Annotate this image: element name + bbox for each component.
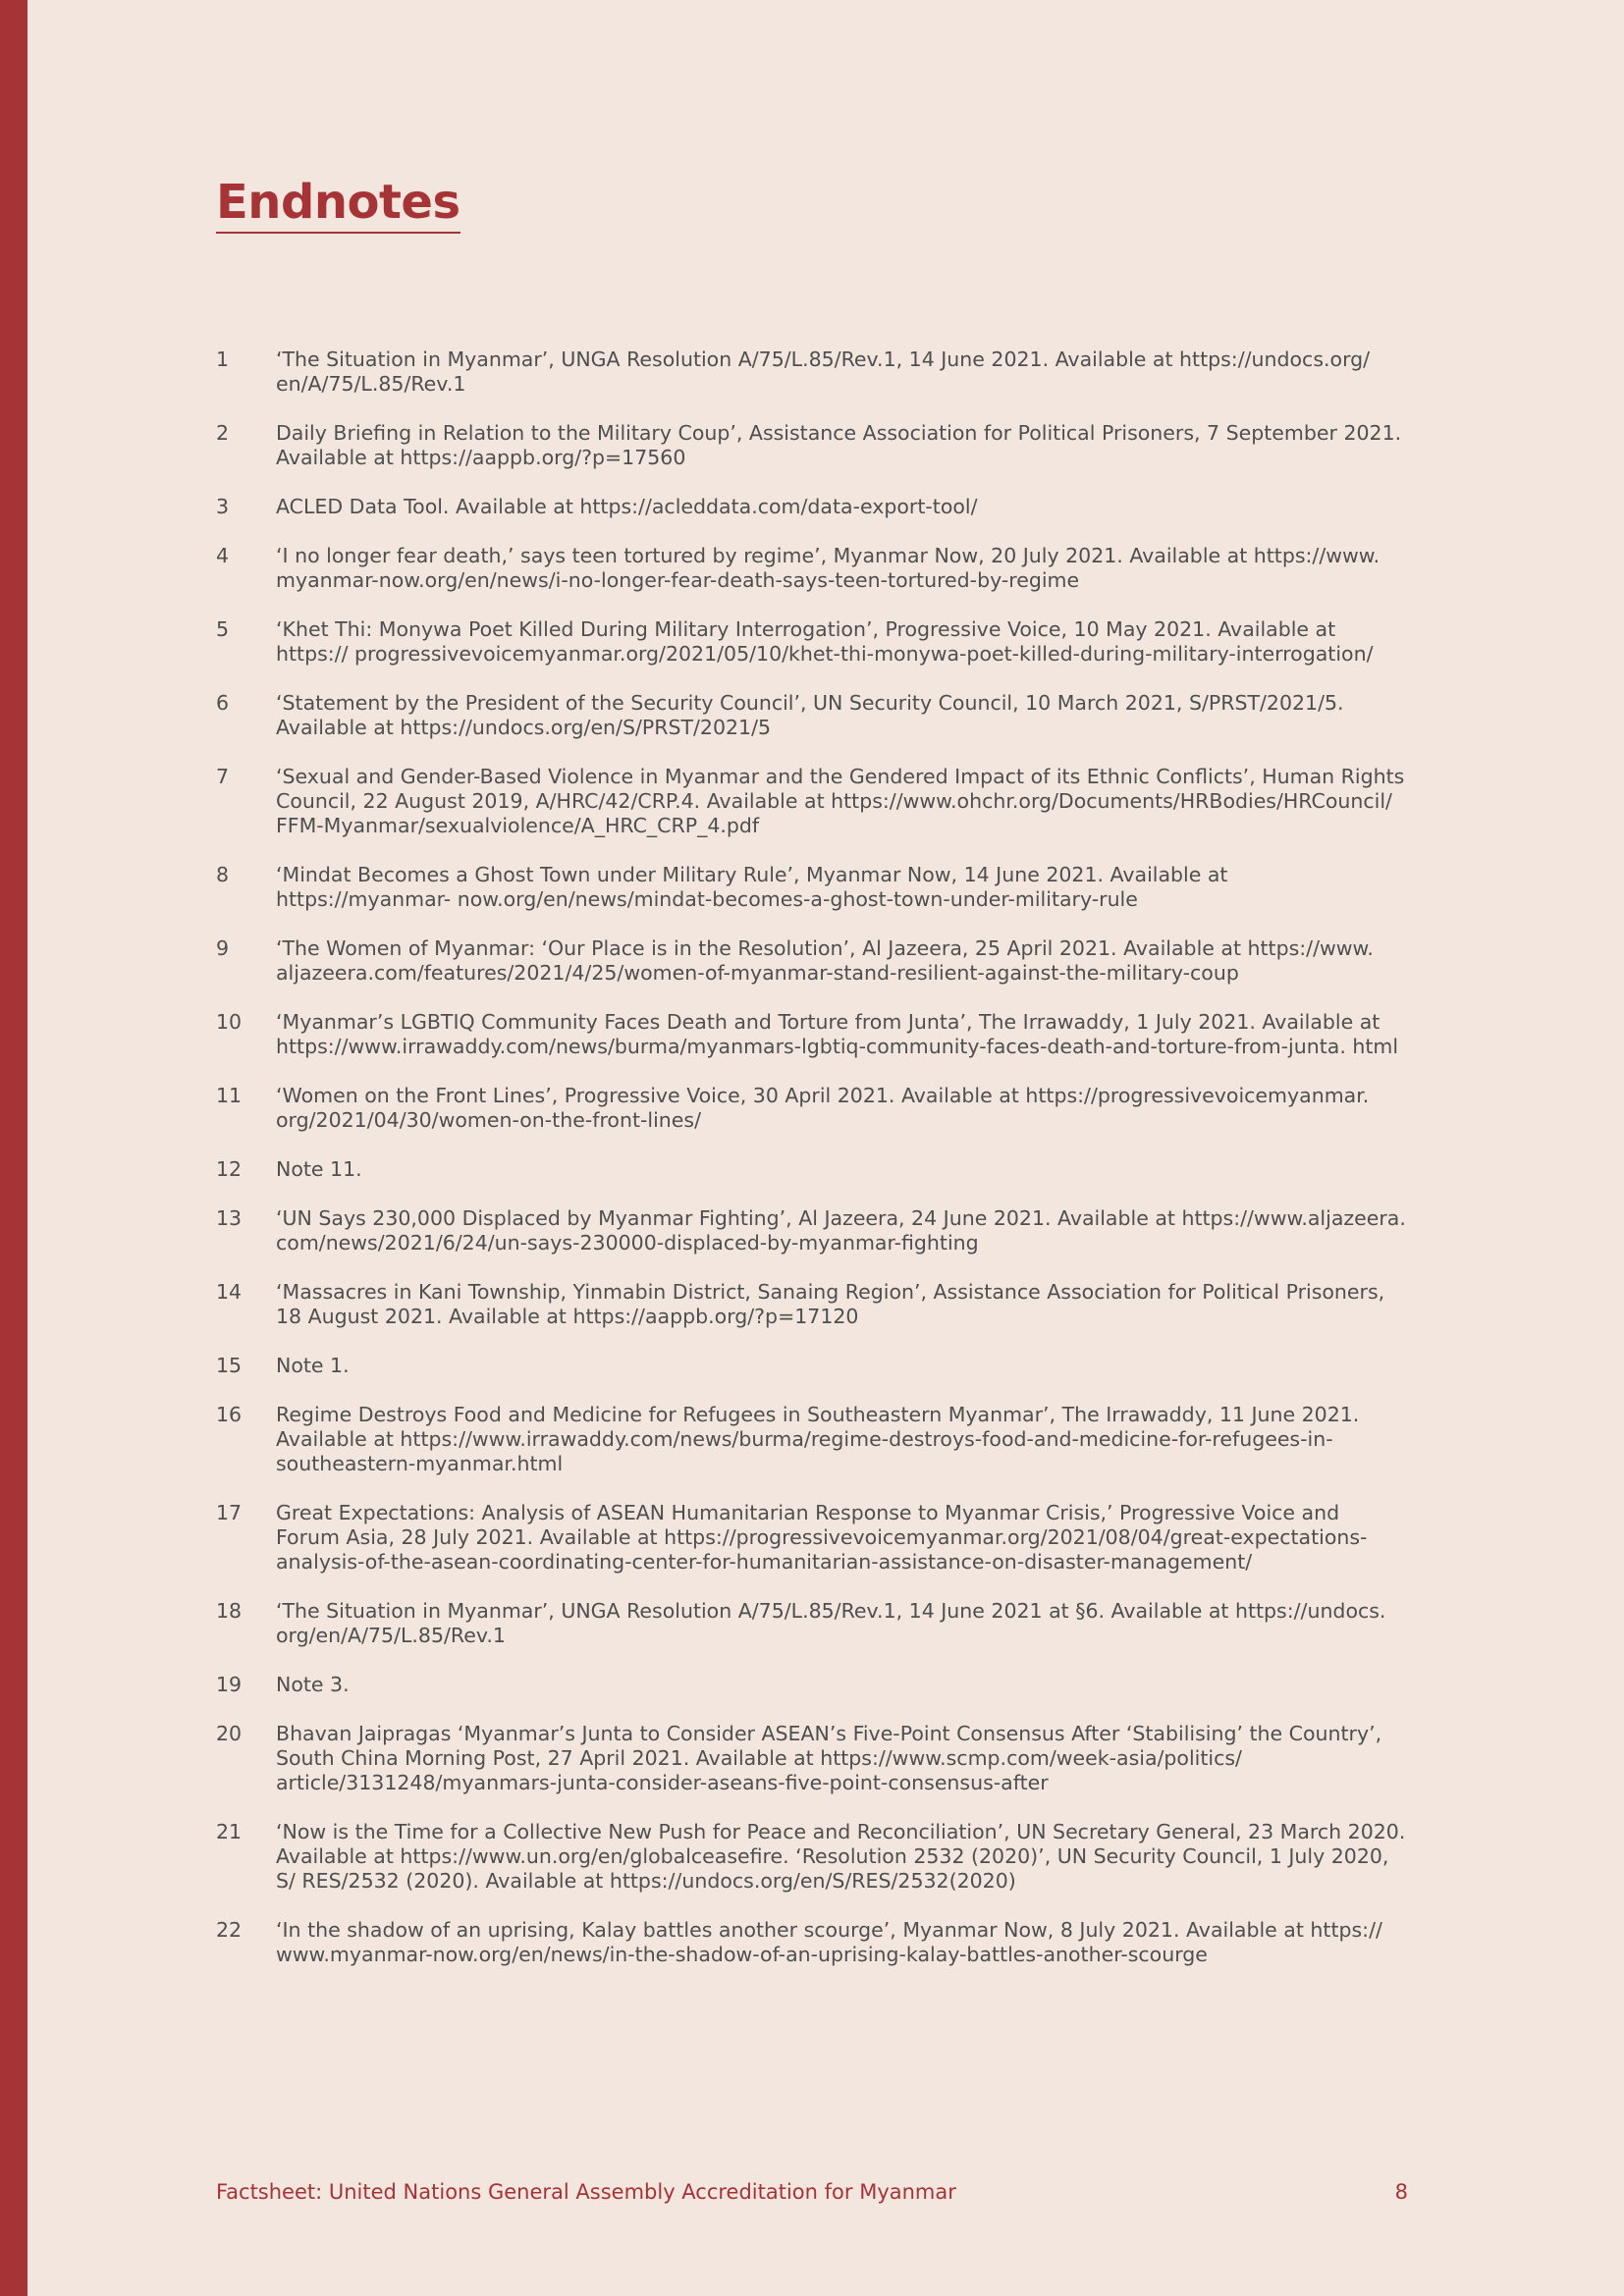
endnote-text: ‘UN Says 230,000 Displaced by Myanmar Fighting’, Al Jazeera, 24 June 2021. Available at https://www.aljazeera. com/news/2021/6/24/un-says-230000-displaced-by-myanmar-fighting <box>276 1206 1406 1255</box>
endnote-text: ‘Massacres in Kani Township, Yinmabin District, Sanaing Region’, Assistance Association for Political Prisoners, 18 August 2021. Available at https://aappb.org/?p=17120 <box>276 1280 1385 1328</box>
endnote-number: 11 <box>216 1084 243 1107</box>
endnote-number: 16 <box>216 1403 243 1426</box>
endnote-item <box>216 1206 1409 1255</box>
endnote-number: 17 <box>216 1501 243 1524</box>
endnote-text: ‘Sexual and Gender-Based Violence in Myanmar and the Gendered Impact of its Ethnic Conflicts’, Human Rights Council, 22 August 2019, A/HRC/42/CRP.4. Available at https://www.ohchr.org/Documents/HRBodies/HRCouncil/ FFM-Myanmar/sexualviolence/A_HRC_CRP_4.pdf <box>276 765 1405 837</box>
endnote-item <box>216 1403 1409 1476</box>
endnote-number: 15 <box>216 1354 243 1377</box>
endnote-text: ACLED Data Tool. Available at https://acleddata.com/data-export-tool/ <box>276 495 978 518</box>
endnote-number: 5 <box>216 617 230 641</box>
page-number: 8 <box>1394 2180 1408 2204</box>
endnote-text: Note 11. <box>276 1157 362 1181</box>
endnote-text: Bhavan Jaipragas ‘Myanmar’s Junta to Consider ASEAN’s Five-Point Consensus After ‘Stabilising’ the Country’, South China Morning Post, 27 April 2021. Available at https://www.scmp.com/week-asia/politics/ article/3131248/myanmars-junta-consider-aseans-five-point-consensus-after <box>276 1722 1382 1794</box>
endnote-item <box>216 1599 1409 1648</box>
endnote-text: Daily Briefing in Relation to the Military Coup’, Assistance Association for Political Prisoners, 7 September 2021. Available at https://aappb.org/?p=17560 <box>276 421 1402 469</box>
endnote-item <box>216 1157 1409 1182</box>
endnote-item <box>216 863 1409 912</box>
endnote-item <box>216 765 1409 838</box>
endnote-number: 20 <box>216 1722 243 1745</box>
endnote-text: ‘Khet Thi: Monywa Poet Killed During Military Interrogation’, Progressive Voice, 10 May 2021. Available at https:// progressivevoicemyanmar.org/2021/05/10/khet-thi-monywa-poet-killed-during-military-interrogation/ <box>276 617 1374 666</box>
endnote-number: 8 <box>216 863 230 886</box>
endnote-number: 10 <box>216 1010 243 1034</box>
endnote-text: ‘Mindat Becomes a Ghost Town under Military Rule’, Myanmar Now, 14 June 2021. Available at https://myanmar- now.org/en/news/mindat-becomes-a-ghost-town-under-military-rule <box>276 863 1228 911</box>
endnote-text: ‘Statement by the President of the Security Council’, UN Security Council, 10 March 2021, S/PRST/2021/5. Available at https://undocs.org/en/S/PRST/2021/5 <box>276 691 1344 739</box>
endnote-number: 13 <box>216 1206 243 1230</box>
endnote-text: ‘Now is the Time for a Collective New Push for Peace and Reconciliation’, UN Secretary General, 23 March 2020. Available at https://www.un.org/en/globalceasefire. ‘Resolution 2532 (2020)’, UN Security Council, 1 July 2020, S/ RES/2532 (2020). Available at https://undocs.org/en/S/RES/2532(2020) <box>276 1820 1406 1893</box>
endnote-text: ‘I no longer fear death,’ says teen tortured by regime’, Myanmar Now, 20 July 2021. Available at https://www. myanmar-now.org/en/news/i-no-longer-fear-death-says-teen-tortured-by-regime <box>276 544 1380 592</box>
endnote-text: Regime Destroys Food and Medicine for Refugees in Southeastern Myanmar’, The Irrawaddy, 11 June 2021. Available at https://www.irrawaddy.com/news/burma/regime-destroys-food-and-medicine-for-refugees-in- southeastern-myanmar.html <box>276 1403 1360 1475</box>
endnote-item <box>216 1722 1409 1795</box>
endnote-text: Note 3. <box>276 1673 350 1696</box>
endnote-number: 12 <box>216 1157 243 1181</box>
endnote-item <box>216 1354 1409 1378</box>
endnote-number: 21 <box>216 1820 243 1843</box>
endnote-text: Great Expectations: Analysis of ASEAN Humanitarian Response to Myanmar Crisis,’ Progressive Voice and Forum Asia, 28 July 2021. Available at https://progressivevoicemyanmar.org/2021/08/04/great-expectations- analysis-of-the-asean-coordinating-center-for-humanitarian-assistance-on-disaster-management/ <box>276 1501 1368 1574</box>
endnote-text: ‘Myanmar’s LGBTIQ Community Faces Death and Torture from Junta’, The Irrawaddy, 1 July 2021. Available at https://www.irrawaddy.com/news/burma/myanmars-lgbtiq-community-faces-death-and-torture-from-junta. html <box>276 1010 1399 1058</box>
endnote-number: 2 <box>216 421 230 445</box>
endnote-number: 7 <box>216 765 230 788</box>
left-accent-bar <box>0 0 27 2296</box>
endnote-number: 18 <box>216 1599 243 1623</box>
endnote-item <box>216 1280 1409 1329</box>
endnote-number: 14 <box>216 1280 243 1304</box>
endnote-number: 1 <box>216 347 230 371</box>
endnote-item <box>216 421 1409 470</box>
endnote-list <box>216 347 1409 1992</box>
endnote-item <box>216 347 1409 397</box>
endnote-text: ‘The Women of Myanmar: ‘Our Place is in the Resolution’, Al Jazeera, 25 April 2021. Available at https://www. aljazeera.com/features/2021/4/25/women-of-myanmar-stand-resilient-against-the-military-coup <box>276 936 1374 985</box>
endnote-item <box>216 1084 1409 1133</box>
endnote-number: 4 <box>216 544 230 567</box>
endnote-text: ‘The Situation in Myanmar’, UNGA Resolution A/75/L.85/Rev.1, 14 June 2021. Available at https://undocs.org/ en/A/75/L.85/Rev.1 <box>276 347 1371 396</box>
endnote-number: 19 <box>216 1673 243 1696</box>
endnote-item <box>216 1501 1409 1575</box>
endnote-item <box>216 495 1409 519</box>
endnote-item <box>216 1918 1409 1967</box>
endnote-item <box>216 691 1409 740</box>
page-title: Endnotes <box>216 175 460 234</box>
endnote-number: 3 <box>216 495 230 518</box>
endnote-text: ‘Women on the Front Lines’, Progressive Voice, 30 April 2021. Available at https://progressivevoicemyanmar. org/2021/04/30/women-on-the-front-lines/ <box>276 1084 1370 1132</box>
endnote-text: ‘The Situation in Myanmar’, UNGA Resolution A/75/L.85/Rev.1, 14 June 2021 at §6. Available at https://undocs. org/en/A/75/L.85/Rev.1 <box>276 1599 1386 1647</box>
endnote-item <box>216 936 1409 986</box>
endnote-text: Note 1. <box>276 1354 350 1377</box>
endnote-item <box>216 544 1409 593</box>
endnote-number: 9 <box>216 936 230 960</box>
endnote-item <box>216 1010 1409 1059</box>
endnote-number: 22 <box>216 1918 243 1942</box>
endnote-item <box>216 1820 1409 1894</box>
endnote-item <box>216 617 1409 667</box>
footer-title: Factsheet: United Nations General Assembly Accreditation for Myanmar <box>216 2180 956 2204</box>
endnote-item <box>216 1673 1409 1697</box>
endnote-number: 6 <box>216 691 230 715</box>
endnote-text: ‘In the shadow of an uprising, Kalay battles another scourge’, Myanmar Now, 8 July 2021. Available at https:// www.myanmar-now.org/en/news/in-the-shadow-of-an-uprising-kalay-battles-another-scourge <box>276 1918 1382 1966</box>
